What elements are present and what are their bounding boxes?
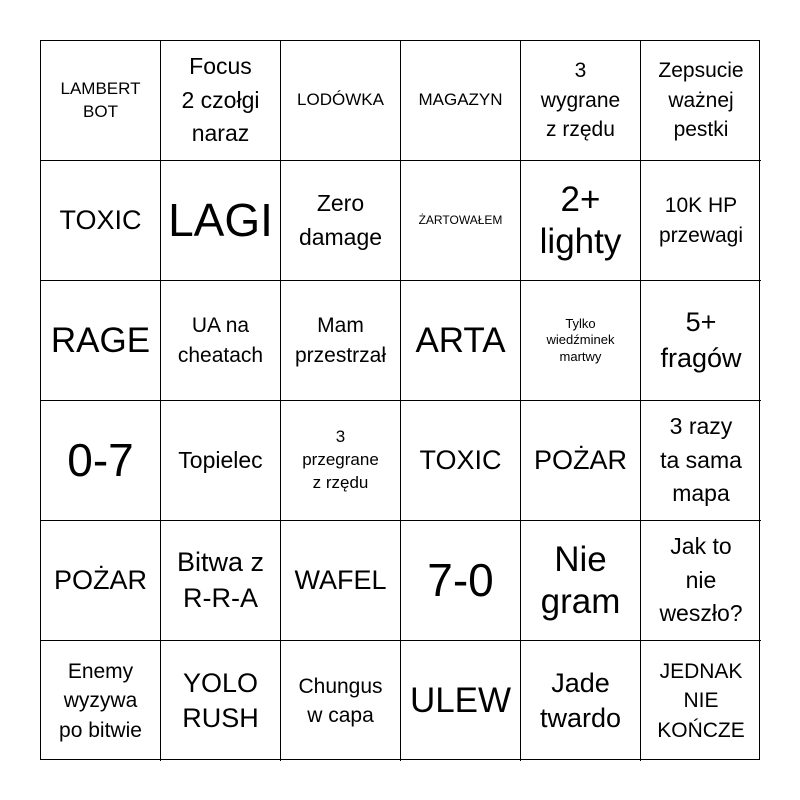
bingo-cell[interactable]: POŻAR: [521, 401, 641, 521]
bingo-cell[interactable]: TOXIC: [41, 161, 161, 281]
bingo-cell[interactable]: 3 wygrane z rzędu: [521, 41, 641, 161]
bingo-cell[interactable]: Mam przestrzał: [281, 281, 401, 401]
bingo-cell[interactable]: 3 razy ta sama mapa: [641, 401, 761, 521]
bingo-cell[interactable]: 7-0: [401, 521, 521, 641]
bingo-cell[interactable]: 10K HP przewagi: [641, 161, 761, 281]
bingo-cell[interactable]: Zepsucie ważnej pestki: [641, 41, 761, 161]
bingo-cell[interactable]: RAGE: [41, 281, 161, 401]
bingo-cell[interactable]: YOLO RUSH: [161, 641, 281, 761]
bingo-cell[interactable]: Zero damage: [281, 161, 401, 281]
bingo-cell[interactable]: MAGAZYN: [401, 41, 521, 161]
bingo-cell[interactable]: ŻARTOWAŁEM: [401, 161, 521, 281]
bingo-cell[interactable]: LAMBERT BOT: [41, 41, 161, 161]
bingo-cell[interactable]: Chungus w capa: [281, 641, 401, 761]
bingo-cell[interactable]: 0-7: [41, 401, 161, 521]
bingo-cell[interactable]: Tylko wiedźminek martwy: [521, 281, 641, 401]
bingo-cell[interactable]: Focus 2 czołgi naraz: [161, 41, 281, 161]
bingo-cell[interactable]: ULEW: [401, 641, 521, 761]
bingo-cell[interactable]: UA na cheatach: [161, 281, 281, 401]
bingo-cell[interactable]: Jade twardo: [521, 641, 641, 761]
bingo-cell[interactable]: Bitwa z R-R-A: [161, 521, 281, 641]
bingo-cell[interactable]: WAFEL: [281, 521, 401, 641]
bingo-cell[interactable]: LODÓWKA: [281, 41, 401, 161]
bingo-cell[interactable]: TOXIC: [401, 401, 521, 521]
bingo-board: [40, 40, 760, 760]
bingo-cell[interactable]: Jak to nie weszło?: [641, 521, 761, 641]
bingo-cell[interactable]: 5+ fragów: [641, 281, 761, 401]
bingo-cell[interactable]: Topielec: [161, 401, 281, 521]
bingo-cell[interactable]: LAGI: [161, 161, 281, 281]
bingo-cell[interactable]: 2+ lighty: [521, 161, 641, 281]
bingo-cell[interactable]: Enemy wyzywa po bitwie: [41, 641, 161, 761]
bingo-cell[interactable]: 3 przegrane z rzędu: [281, 401, 401, 521]
bingo-cell[interactable]: POŻAR: [41, 521, 161, 641]
bingo-cell[interactable]: Nie gram: [521, 521, 641, 641]
bingo-cell[interactable]: JEDNAK NIE KOŃCZE: [657, 659, 745, 742]
bingo-cell[interactable]: ARTA: [401, 281, 521, 401]
